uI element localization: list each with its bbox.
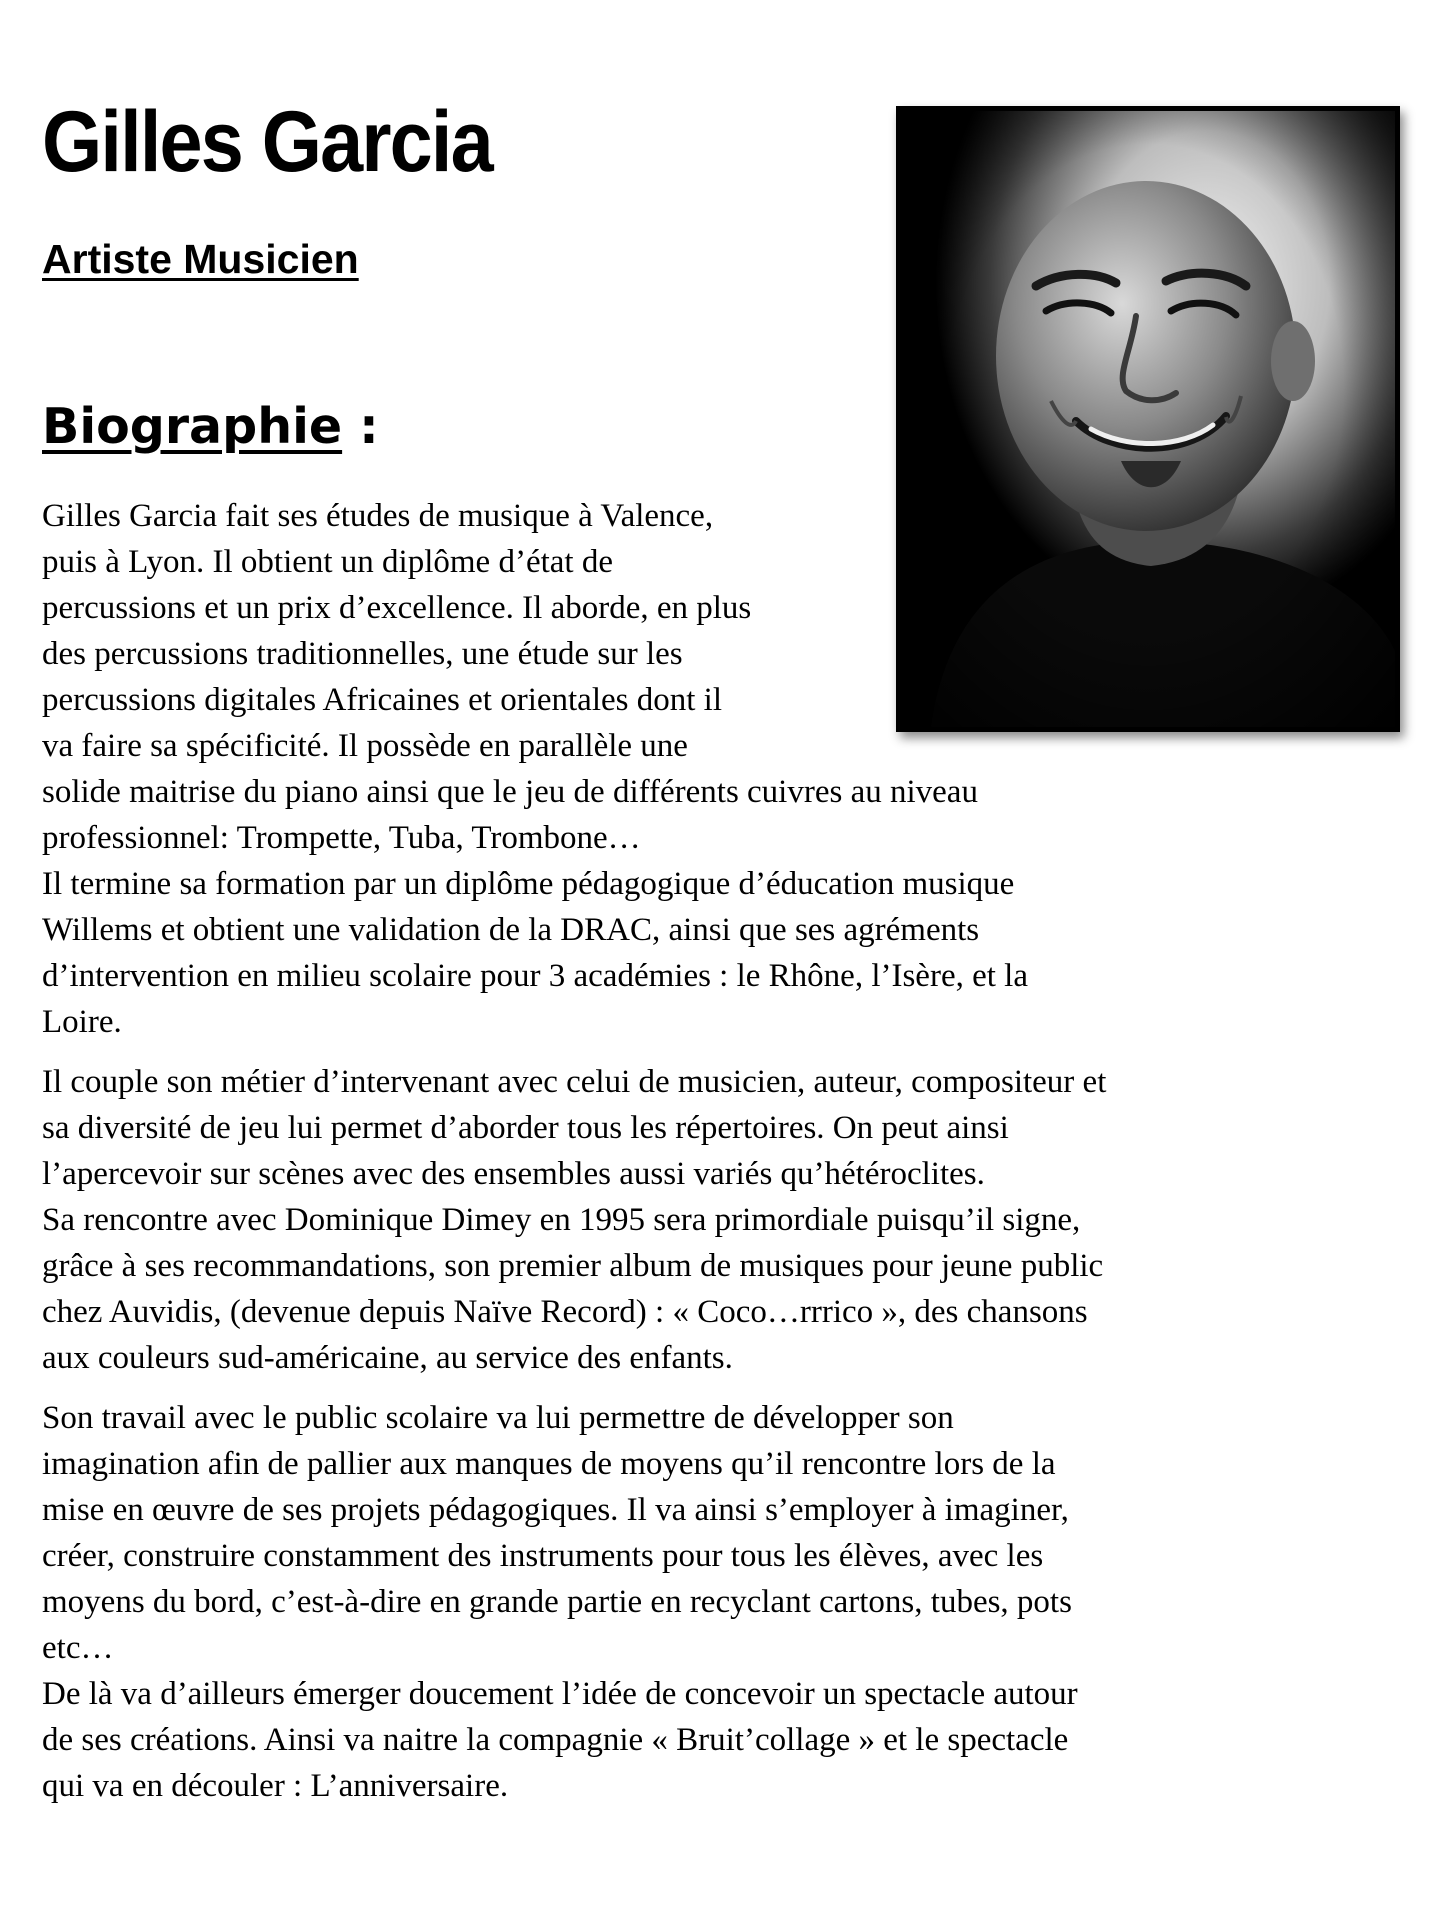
artist-name: Gilles Garcia <box>42 94 492 190</box>
biography-line: mise en œuvre de ses projets pédagogiques. Il va ainsi s’employer à imaginer, <box>42 1492 1069 1528</box>
biography-line: sa diversité de jeu lui permet d’aborder tous les répertoires. On peut ainsi <box>42 1110 1009 1146</box>
biography-line: imagination afin de pallier aux manques de moyens qu’il rencontre lors de la <box>42 1446 1056 1482</box>
artist-subtitle: Artiste Musicien <box>42 236 359 282</box>
biography-line: solide maitrise du piano ainsi que le jeu de différents cuivres au niveau <box>42 774 978 810</box>
biography-line: Willems et obtient une validation de la DRAC, ainsi que ses agréments <box>42 912 980 948</box>
biography-line: Son travail avec le public scolaire va lui permettre de développer son <box>42 1400 954 1436</box>
biography-paragraph <box>42 1059 1252 1381</box>
biography-line: d’intervention en milieu scolaire pour 3 académies : le Rhône, l’Isère, et la <box>42 958 1028 994</box>
biography-line: l’apercevoir sur scènes avec des ensembles aussi variés qu’hétéroclites. <box>42 1156 985 1192</box>
biography-line: créer, construire constamment des instruments pour tous les élèves, avec les <box>42 1538 1044 1574</box>
biography-heading-text: Biographie <box>42 398 343 455</box>
biography-line: Il couple son métier d’intervenant avec celui de musicien, auteur, compositeur et <box>42 1064 1107 1100</box>
biography-line: percussions et un prix d’excellence. Il aborde, en plus <box>42 590 752 626</box>
biography-line: percussions digitales Africaines et orientales dont il <box>42 682 722 718</box>
biography-line: va faire sa spécificité. Il possède en parallèle une <box>42 728 688 764</box>
biography-line: moyens du bord, c’est-à-dire en grande partie en recyclant cartons, tubes, pots <box>42 1584 1072 1620</box>
biography-text <box>42 493 1252 1823</box>
biography-line: grâce à ses recommandations, son premier album de musiques pour jeune public <box>42 1248 1104 1284</box>
biography-line: Gilles Garcia fait ses études de musique à Valence, <box>42 498 714 534</box>
biography-paragraph <box>42 493 1252 1045</box>
biography-heading-colon: : <box>342 398 379 455</box>
biography-line: Loire. <box>42 1004 122 1040</box>
biography-line: professionnel: Trompette, Tuba, Trombone… <box>42 820 641 856</box>
biography-line: qui va en découler : L’anniversaire. <box>42 1768 509 1804</box>
biography-line: De là va d’ailleurs émerger doucement l’idée de concevoir un spectacle autour <box>42 1676 1078 1712</box>
biography-heading <box>42 397 379 457</box>
biography-line: de ses créations. Ainsi va naitre la compagnie « Bruit’collage » et le spectacle <box>42 1722 1069 1758</box>
biography-line: des percussions traditionnelles, une étude sur les <box>42 636 683 672</box>
biography-line: puis à Lyon. Il obtient un diplôme d’état de <box>42 544 613 580</box>
biography-line: Il termine sa formation par un diplôme pédagogique d’éducation musique <box>42 866 1015 902</box>
biography-paragraph <box>42 1395 1252 1809</box>
biography-line: chez Auvidis, (devenue depuis Naïve Record) : « Coco…rrrico », des chansons <box>42 1294 1088 1330</box>
biography-line: etc… <box>42 1630 114 1666</box>
biography-line: Sa rencontre avec Dominique Dimey en 1995 sera primordiale puisqu’il signe, <box>42 1202 1081 1238</box>
biography-line: aux couleurs sud-américaine, au service des enfants. <box>42 1340 733 1376</box>
